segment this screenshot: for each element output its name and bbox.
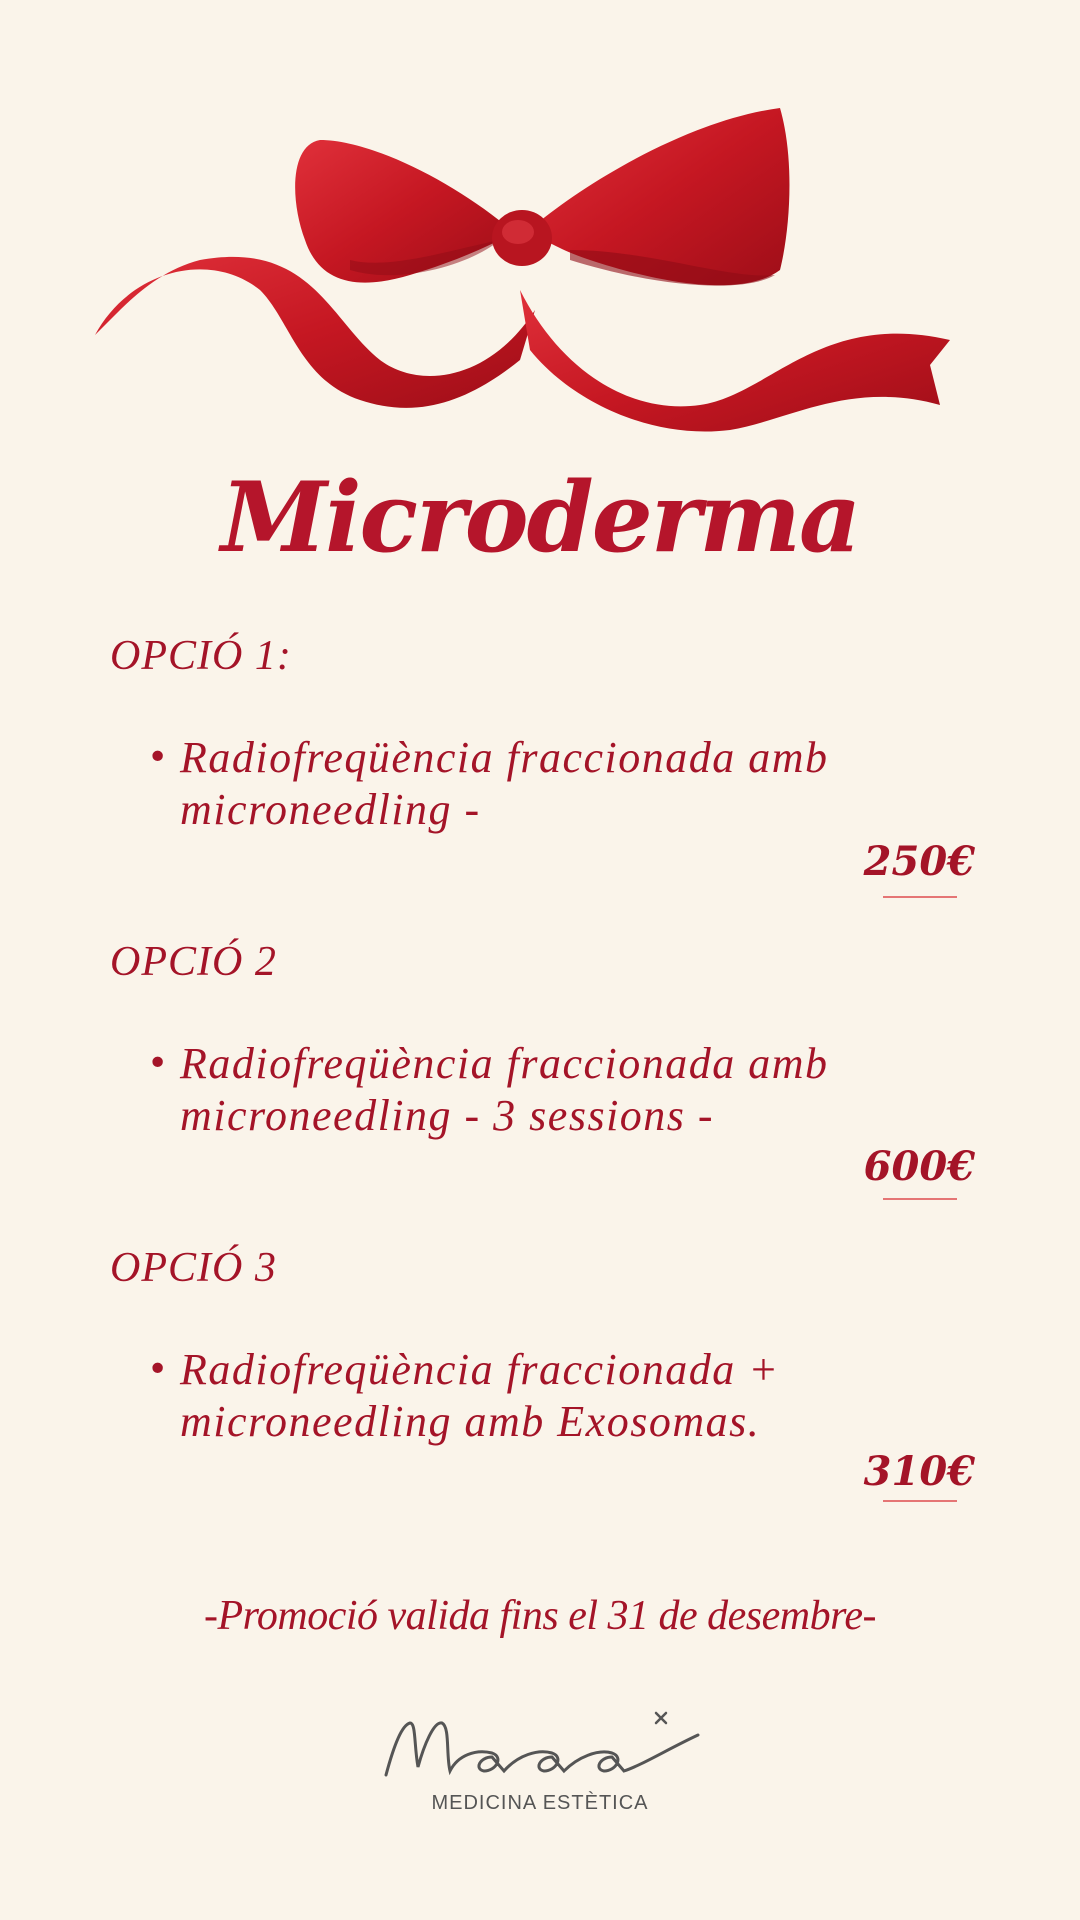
price-underline bbox=[883, 896, 957, 898]
bullet-icon: • bbox=[147, 737, 170, 778]
option-3-label: OPCIÓ 3 bbox=[110, 1245, 277, 1291]
option-1-price: 250€ bbox=[863, 838, 975, 885]
price-underline bbox=[883, 1198, 957, 1200]
option-3-item bbox=[147, 1344, 850, 1448]
option-2-item bbox=[147, 1038, 850, 1142]
red-ribbon-bow-icon bbox=[90, 100, 970, 440]
option-1-text: Radiofreqüència fraccionada amb microneedling - bbox=[180, 733, 829, 834]
option-1-item bbox=[147, 732, 850, 836]
logo-subtitle: MEDICINA ESTÈTICA bbox=[431, 1792, 649, 1814]
option-2-label: OPCIÓ 2 bbox=[110, 939, 277, 985]
option-2-text: Radiofreqüència fraccionada amb microneedling - 3 sessions - bbox=[180, 1039, 829, 1140]
promo-text: -Promoció valida fins el 31 de desembre- bbox=[203, 1593, 877, 1639]
price-underline bbox=[883, 1500, 957, 1502]
page-title: Microderma bbox=[220, 461, 860, 574]
option-1-label: OPCIÓ 1: bbox=[110, 633, 292, 679]
bullet-icon: • bbox=[147, 1043, 170, 1084]
bullet-icon: • bbox=[147, 1349, 170, 1390]
option-2-price: 600€ bbox=[863, 1143, 975, 1190]
option-3-price: 310€ bbox=[863, 1448, 975, 1495]
maa-logo-icon bbox=[380, 1705, 710, 1785]
option-3-text: Radiofreqüència fraccionada + microneedling amb Exosomas. bbox=[180, 1345, 780, 1446]
